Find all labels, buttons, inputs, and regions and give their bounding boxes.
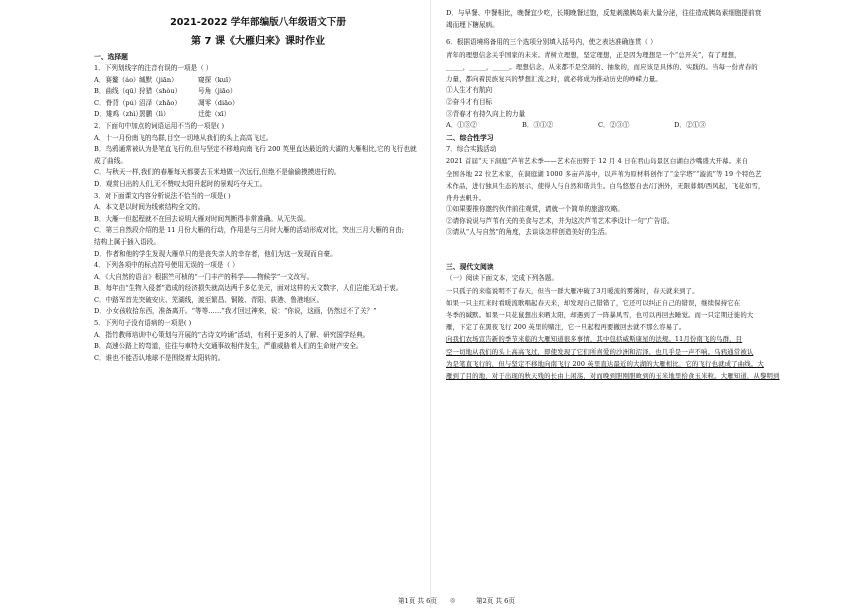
option-row — [94, 86, 422, 98]
item-line: ①人生才有航向 — [446, 86, 493, 95]
passage-line: 如果一只主红来时看暖流歌唱起春天来，却发现自己错错了，它还可以纠正自己的错误，继续保持它在 — [446, 298, 741, 307]
option-line: D．作者和他的学生发现大雁单只的是丧失亲人的幸存者，他们为这一发现而自豪。 — [94, 249, 337, 258]
question-3: 3．对下面课文内容分析说法不恰当的一项是( ) — [94, 191, 231, 200]
option-line: B．每年由“生物入侵者”造成的经济损失就高达两千多亿美元，面对这样的天文数字，人们岂能无动于衷。 — [94, 284, 403, 293]
option-line: D．与早餐、中餐相比，晚餐宜少吃，长期晚餐过饱，反复刺激胰岛素大量分泌，往往造成胰岛素细胞提前衰 — [446, 9, 762, 17]
lesson-title: 第 7 课《大雁归来》课时作业 — [191, 36, 325, 47]
option-line: 竭而埋下糖尿病。 — [446, 20, 499, 29]
section-heading-choice: 一、选择题 — [94, 53, 128, 61]
passage-line: 全国各地 22 位艺术家，在洞庭湖 1000 多亩芦荡中，以芦苇为原材料创作了“金字塔”“漩流”等 19 个特色艺 — [446, 169, 762, 178]
page-number-left: 第1页 共 6页 — [398, 597, 437, 605]
option-line: A．《大自然的语言》根据竺可桢的“一门丰产的科学——物候学”一文改写。 — [94, 272, 314, 281]
question-6-passage — [446, 49, 850, 86]
option-line: C．中路军首先突破安庆、芜湖线，渡至繁昌、铜陵、青阳、荻港、鲁港地区。 — [94, 295, 324, 304]
option-item: 沼泽（zhǎo） — [139, 98, 181, 107]
question-5-options — [94, 330, 422, 365]
choice-item: D．②①③ — [674, 121, 706, 130]
passage-line: 力量，都向着民族复兴的梦想汇流之时，就必将成为推动历史的峥嵘力量。 — [446, 75, 662, 84]
passage-line: 冬季的缄默。如果一只花鼠想出来晒太阳，却遇到了一阵暴风雪，也可以再回去睡觉。而一只定期迁徙的大 — [446, 310, 754, 319]
option-item: B．曲线（qū） — [94, 87, 141, 96]
option-row — [94, 109, 422, 121]
passage-line: 2021 首届“天下洞庭”芦苇艺术季——艺术在田野于 12 月 4 日在君山岛景区白湖白沙嘴盛大开幕。来自 — [446, 157, 749, 166]
right-page — [430, 0, 860, 608]
option-row — [94, 98, 422, 110]
choice-item: A．①③② — [446, 121, 478, 130]
choice-item: B．③①② — [522, 121, 554, 130]
binding-mark-icon: ◎ — [450, 597, 456, 604]
question-1: 1．下列划线字的注音有误的一项是（ ） — [94, 64, 213, 72]
page-number-right: 第2页 共 6页 — [476, 597, 515, 605]
option-line: D．观赏日出的人们,无不赞叹太阳升起时的景观巧夺天工。 — [94, 179, 267, 188]
reading-passage — [446, 285, 850, 383]
question-5-option-d — [446, 8, 850, 31]
question-6: 6．根据语境将备用的三个选项分别填入括号内，使之表达准确连贯（ ） — [446, 38, 657, 47]
option-item: D．雉鸡（zhì） — [94, 110, 143, 119]
option-item: 罴鹏（lì） — [139, 110, 170, 119]
option-item: 号角（jiāo） — [198, 87, 237, 96]
choice-item: C．②③① — [598, 121, 630, 130]
item-line: ②请你说说与芦苇有关的美食与艺术，并为这次芦苇艺术季设计一句“广告语。 — [446, 216, 674, 225]
section-heading-comprehensive: 二、综合性学习 — [446, 133, 494, 142]
question-5: 5．下列句子没有语病的一项是( ) — [94, 319, 192, 328]
question-4: 4．下列各项中的标点符号使用无误的一项是（ ） — [94, 261, 239, 270]
option-line: C．与秋天一样,我们的春雁每天都要去玉米地做一次远行,但绝不是偷偷摸摸进行的。 — [94, 168, 341, 177]
option-item: A．赛鳌（áo） — [94, 75, 140, 84]
option-line: A．十一月份南飞的鸟群,目空一切地从我们的头上高高飞过。 — [94, 133, 273, 142]
passage-line: _____，_____，_____。理想信念，从来都不是空洞的、抽象的，而应该是具体的、实践的。当每一份青春的 — [446, 62, 758, 71]
option-line: 成了曲线。 — [94, 156, 127, 165]
item-line: ②奋斗才有目标 — [446, 97, 493, 106]
item-line: ③请从“人与自然”的角度，去谈谈怎样创造美好的生活。 — [446, 228, 611, 237]
question-1-options — [94, 75, 422, 121]
option-item: C．脊背（pú） — [94, 98, 141, 107]
item-line: ①如果要推你邀约伙伴前往观赏，请就一个简单的旅游攻略。 — [446, 205, 625, 214]
option-item: 窥探（kuī） — [198, 75, 235, 84]
option-item: 狩猎（shòu） — [139, 87, 182, 96]
option-item: 缄默（jiān） — [139, 75, 178, 84]
passage-line: 舟舟去帆升。 — [446, 193, 486, 202]
passage-line: 雁到了目的地，对于出现的秋天残的长由上闲荡，对而晚到胆刚胆畋到的玉米地里拾食玉米粒。大雁知道，从黎明到 — [446, 371, 780, 380]
reading-intro: （一）阅读下面文本，完成下列各题。 — [446, 273, 559, 282]
option-line: B．鸟鸦通常被认为是笔直飞行的,但与坚定不移地向南飞行 200 英里直达最近的大湖的大雁相比,它的飞行也就 — [94, 145, 417, 154]
passage-line: 青年的理想信念关乎国家的未来。青树立理想，坚定理想，正是因为理想是一个“总开关”，有了理想， — [446, 50, 741, 59]
option-item: 凋零（diāo） — [198, 98, 239, 107]
question-2-options — [94, 133, 422, 191]
option-line: C．第三自然段介绍的是 11 月份大雁的行动，作用是与三月时大雁的活动形成对比，突出三月大雁的自由; — [94, 226, 404, 235]
passage-line: 空一切地从我们的头上高高飞过，即使发现了它们所喜爱的沙洲和沼泽，也几乎是一声不响。乌鸦通常被认 — [446, 347, 754, 356]
question-7-items — [446, 204, 850, 239]
passage-line: 雁，下定了在黑夜飞行 200 英里的赌注，它一旦起程再要撤回去就不那么容易了。 — [446, 323, 686, 332]
option-line: B．大雁一但起程就不在回去说明大雁对时间判断得非常准确。从无失误。 — [94, 214, 310, 223]
question-7: 7．综合实践活动 — [446, 144, 497, 153]
option-item: 迁徙（xī） — [198, 110, 231, 119]
option-line: 结构上属于插入语段。 — [94, 237, 160, 246]
option-line: A．本文是以时间为线索结构全文的。 — [94, 203, 205, 212]
question-7-passage — [446, 155, 850, 204]
option-line: D．小女孩收拾东西，准备离开。“等等……”我才回过神来，说：“你说，这画，仍然过不了关？” — [94, 307, 377, 316]
option-line: A．指竹教师培训中心策划与开展的“古诗文吟诵”活动，有利于更多的人了解、研究国学经典。 — [94, 330, 370, 339]
passage-line: 向我们农场宣告新的季节来临的大雁知道很多事情，其中包括威斯康星的法规。11月份南飞的鸟群，目 — [446, 335, 743, 344]
question-2: 2．下面句中加点的词语运用不当的一项是( ) — [94, 121, 225, 130]
question-3-options — [94, 202, 422, 260]
question-6-choices — [446, 120, 850, 132]
option-line: B．高速公路上的弯道，往往与車特大交通事故相伴发生，严重威胁着人们的生命财产安全。 — [94, 342, 363, 351]
document-title: 2021-2022 学年部编版八年级语文下册 — [170, 17, 346, 28]
option-row — [94, 75, 422, 87]
item-line: ③青春才有持久向上的力量 — [446, 109, 526, 118]
question-4-options — [94, 272, 422, 318]
passage-line: 一只孤子的来临说明不了春天，但当一群大雁冲破了3月暖流的雾霭时，春天就来到了。 — [446, 286, 699, 295]
section-heading-reading: 三、现代文阅读 — [446, 262, 494, 271]
option-line: C．谁也不能否认地球不是围绕着太阳转的。 — [94, 353, 225, 362]
passage-line: 为是笔直飞行的，但与坚定不移地向南飞行 200 英里直达最近的大湖的大雁相比，它的飞行也就成了曲线。大 — [446, 359, 764, 368]
passage-line: 术作品，进行独具生态的展示，使得人与自然和谐共生。白鸟悠悠自去/汀洲外，无限暮烟/西风起，飞花如雪， — [446, 181, 765, 190]
question-6-items — [446, 85, 850, 120]
